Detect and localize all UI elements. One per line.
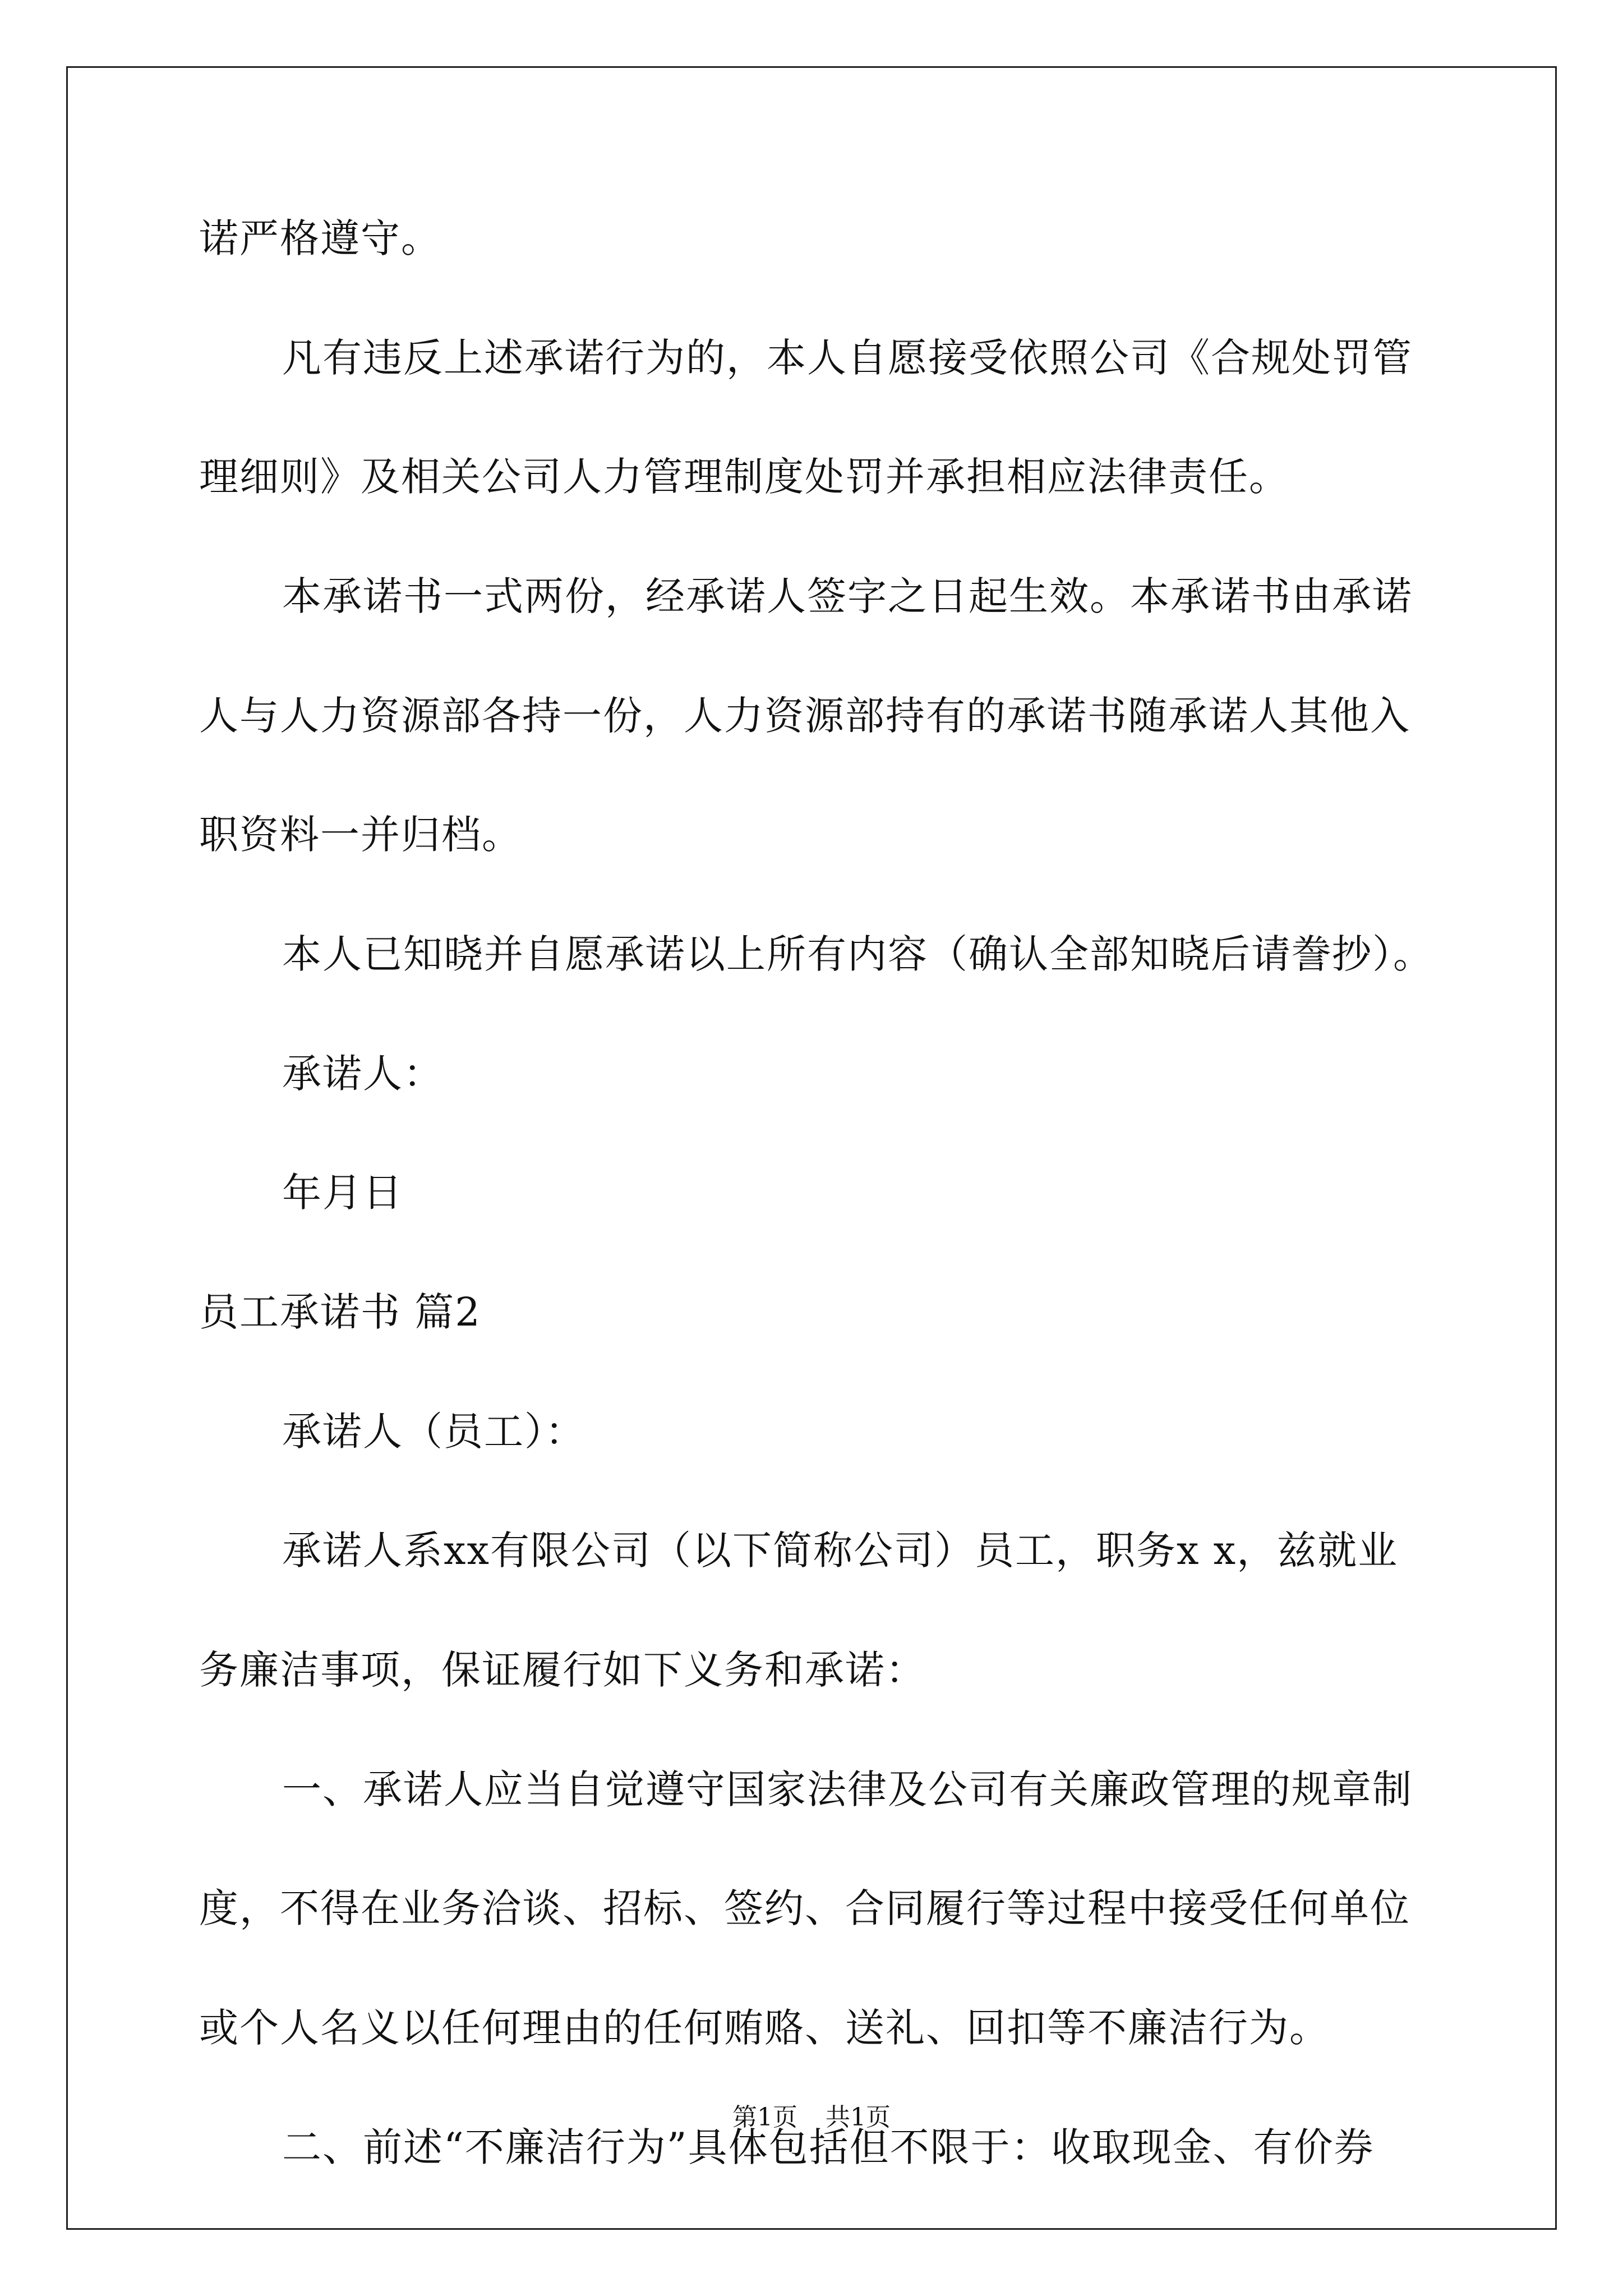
text-line: 承诺人（员工）： xyxy=(282,1409,585,1455)
page-footer xyxy=(0,2101,1623,2134)
text-line: 务廉洁事项，保证履行如下义务和承诺： xyxy=(199,1647,926,1693)
text-line: 本人已知晓并自愿承诺以上所有内容（确认全部知晓后请誊抄）。 xyxy=(282,931,1433,977)
text-line: 或个人名义以任何理由的任何贿赂、送礼、回扣等不廉洁行为。 xyxy=(199,2005,1330,2051)
text-line: 人与人力资源部各持一份，人力资源部持有的承诺书随承诺人其他入 xyxy=(199,693,1410,739)
text-line: 理细则》及相关公司人力管理制度处罚并承担相应法律责任。 xyxy=(199,454,1289,500)
text-line: 一、承诺人应当自觉遵守国家法律及公司有关廉政管理的规章制 xyxy=(282,1766,1413,1812)
text-line: 诺严格遵守。 xyxy=(199,215,441,261)
page-number: 第1页 xyxy=(732,2103,797,2132)
text-line: 承诺人系xx有限公司（以下简称公司）员工，职务x x，兹就业 xyxy=(282,1527,1399,1573)
section-heading: 员工承诺书 篇2 xyxy=(199,1289,481,1335)
text-line: 承诺人： xyxy=(282,1051,444,1097)
text-line: 本承诺书一式两份，经承诺人签字之日起生效。本承诺书由承诺 xyxy=(282,573,1413,619)
text-line: 凡有违反上述承诺行为的，本人自愿接受依照公司《合规处罚管 xyxy=(282,335,1413,381)
text-line: 度，不得在业务洽谈、招标、签约、合同履行等过程中接受任何单位 xyxy=(199,1885,1410,1931)
text-line: 年月日 xyxy=(282,1170,403,1216)
page-total: 共1页 xyxy=(826,2103,891,2132)
text-line: 职资料一并归档。 xyxy=(199,812,522,858)
text-line: 二、前述“不廉洁行为”具体包括但不限于：收取现金、有价券 xyxy=(282,2124,1375,2170)
